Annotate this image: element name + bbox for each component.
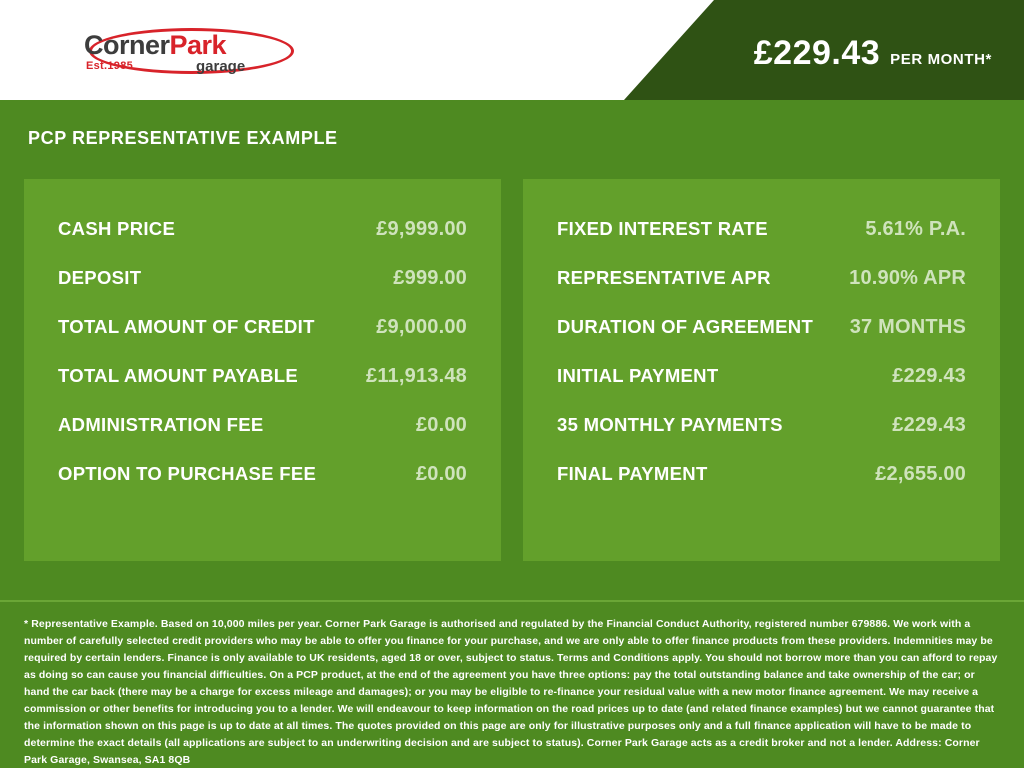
row-label: TOTAL AMOUNT PAYABLE <box>58 365 299 386</box>
page-header <box>0 0 1024 100</box>
table-row <box>557 205 966 254</box>
logo-wordmark <box>84 30 226 61</box>
right-figures-panel <box>523 179 1000 561</box>
logo-word-park: Park <box>169 30 227 60</box>
page-title: PCP REPRESENTATIVE EXAMPLE <box>28 128 338 148</box>
price-amount: £229.43 <box>753 34 881 72</box>
table-row <box>557 401 966 450</box>
row-label: OPTION TO PURCHASE FEE <box>58 463 317 484</box>
row-value: £2,655.00 <box>875 463 966 485</box>
table-row <box>58 205 467 254</box>
row-label: REPRESENTATIVE APR <box>557 267 771 288</box>
disclaimer-text: * Representative Example. Based on 10,000 miles per year. Corner Park Garage is authorised and regulated by the Financial Conduct Authority, registered number 679886. We work with a number of carefully selected credit providers who may be able to offer you finance for your purchase, and we are only able to offer finance products from these providers. Indemnities may be required by certain lenders. Finance is only available to UK residents, aged 18 or over, subject to status. Terms and Conditions apply. You should not borrow more than you can afford to repay as doing so can cause you financial difficulties. On a PCP product, at the end of the agreement you have three options: pay the total outstanding balance and take ownership of the car; or hand the car back (there may be a charge for excess mileage and damages); or you may be eligible to re-finance your residual value with a new motor finance agreement. We may receive a commission or other benefits for introducing you to a lender. We will endeavour to keep information on the road prices up to date (and related finance examples) but we cannot guarantee that the information shown on this page is up to date at all times. The quotes provided on this page are only for illustrative purposes only and a full finance application will have to be made to determine the exact details (all applications are subject to an underwriting decision and are subject to status). Corner Park Garage acts as a credit broker and not a lender. Address: Corner Park Garage, Swansea, SA1 8QB <box>24 618 998 766</box>
row-value: £11,913.48 <box>366 365 467 387</box>
row-value: £229.43 <box>892 414 966 436</box>
company-logo[interactable] <box>84 26 284 78</box>
row-label: CASH PRICE <box>58 218 176 239</box>
price-unit: PER MONTH* <box>890 51 992 68</box>
table-row <box>58 450 467 499</box>
main-content <box>0 100 1024 600</box>
figures-panels <box>24 179 1000 561</box>
row-value: 37 MONTHS <box>849 316 966 338</box>
row-value: £229.43 <box>892 365 966 387</box>
row-label: DURATION OF AGREEMENT <box>557 316 814 337</box>
table-row <box>58 401 467 450</box>
row-value: £9,000.00 <box>376 316 467 338</box>
logo-established: Est.1985 <box>86 60 134 72</box>
table-row <box>557 303 966 352</box>
table-row <box>58 352 467 401</box>
logo-word-corner: Corner <box>84 30 170 60</box>
monthly-price <box>754 34 992 73</box>
row-value: 10.90% APR <box>849 267 966 289</box>
row-label: 35 MONTHLY PAYMENTS <box>557 414 783 435</box>
row-value: £0.00 <box>415 463 467 485</box>
table-row <box>557 450 966 499</box>
row-label: FIXED INTEREST RATE <box>557 218 768 239</box>
row-label: ADMINISTRATION FEE <box>58 414 264 435</box>
logo-subtitle: garage <box>196 58 246 75</box>
row-value: £9,999.00 <box>376 218 467 240</box>
row-label: DEPOSIT <box>58 267 142 288</box>
left-figures-panel <box>24 179 501 561</box>
row-value: £0.00 <box>415 414 467 436</box>
table-row <box>557 352 966 401</box>
row-value: 5.61% P.A. <box>865 218 966 240</box>
footer-disclaimer <box>0 600 1024 768</box>
row-label: FINAL PAYMENT <box>557 463 708 484</box>
table-row <box>58 303 467 352</box>
row-label: INITIAL PAYMENT <box>557 365 719 386</box>
row-value: £999.00 <box>393 267 467 289</box>
row-label: TOTAL AMOUNT OF CREDIT <box>58 316 315 337</box>
table-row <box>58 254 467 303</box>
table-row <box>557 254 966 303</box>
